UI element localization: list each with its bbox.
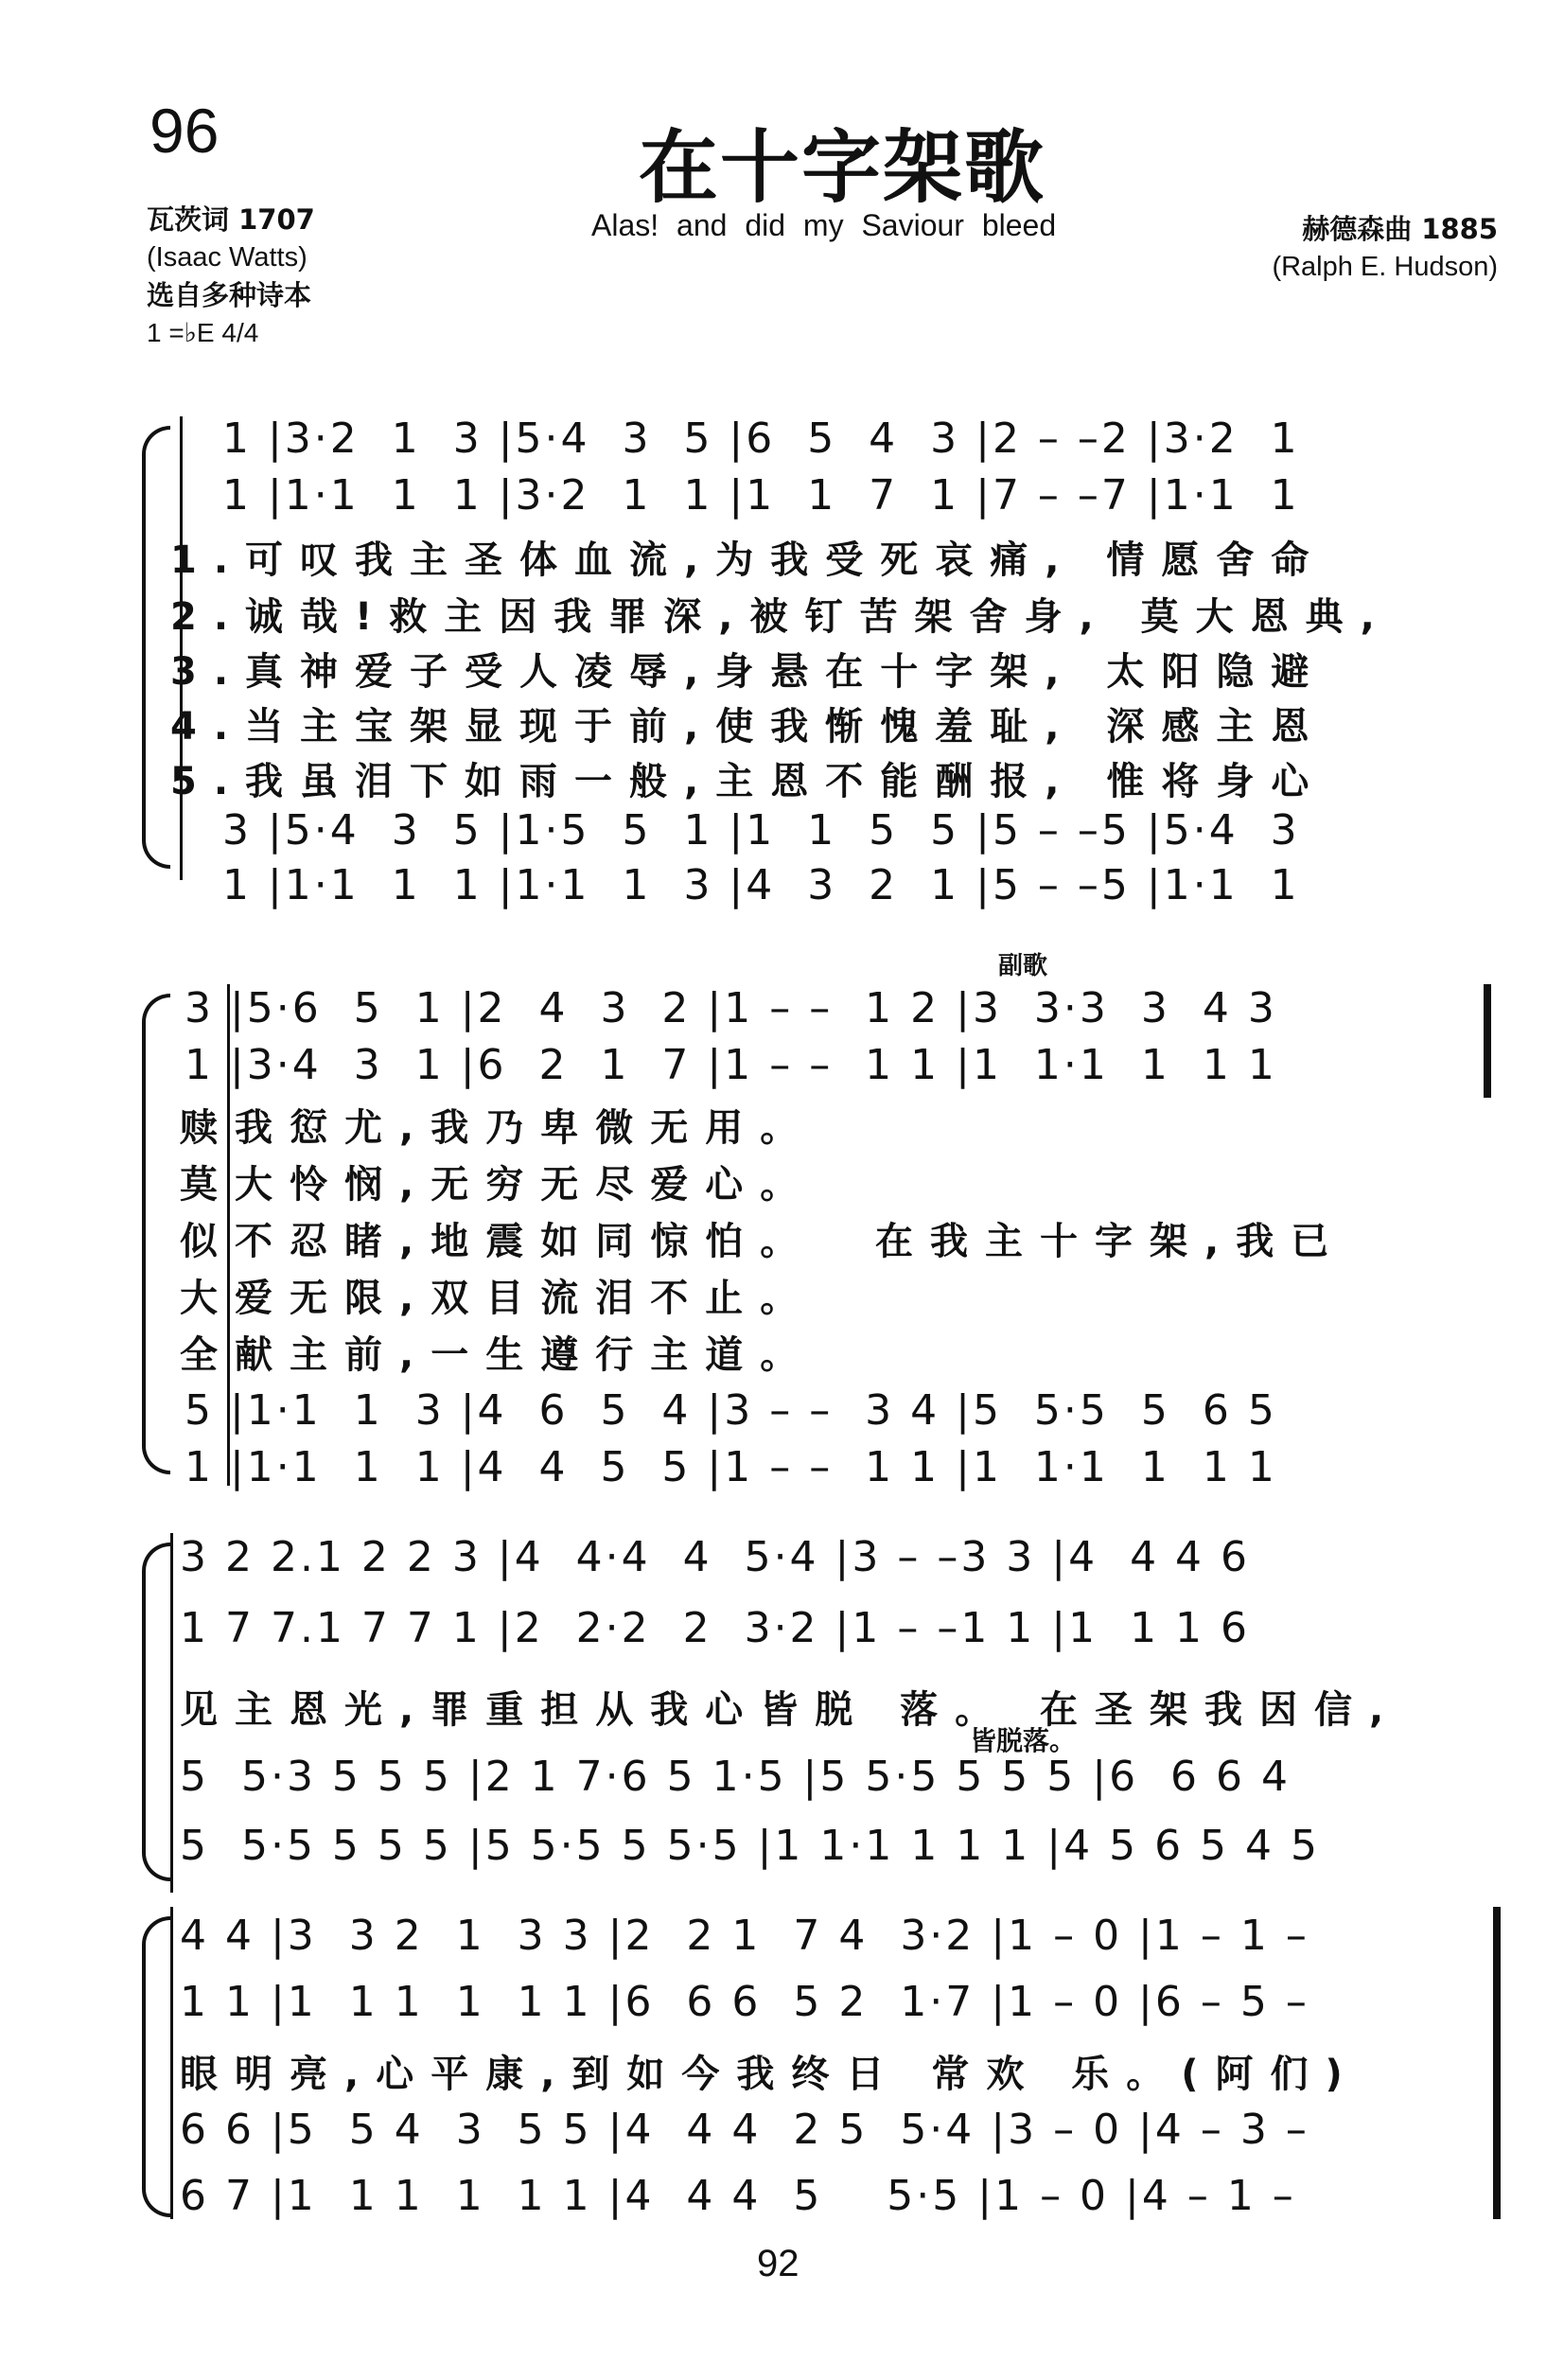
lyric-verse-2: 2.诚哉!救主因我罪深,被钉苦架舍身, 莫大恩典, [170,595,1392,639]
music-system-3 [0,1524,1564,1902]
alto-line: 1 7 7.1 7 7 1 |2 2·2 2 3·2 |1 – –1 1 |1 1 1 6 [180,1604,1251,1652]
lyricist: 瓦茨词 1707 [147,203,315,236]
system-end-bar [1493,1907,1501,2219]
lyricist-english: (Isaac Watts) [147,242,308,273]
page-number: 92 [757,2243,800,2284]
composer-block [1272,210,1498,286]
hymn-number: 96 [149,96,220,166]
system-brace [142,1916,170,2217]
key-and-time-signature: 1 =♭E 4/4 [147,318,259,347]
music-system-1 [0,397,1564,908]
system-start-bar [170,1907,173,2219]
lyric-verse-5: 全献主前,一生遵行主道。 [180,1333,816,1377]
bass-line: 5 5·5 5 5 5 |5 5·5 5 5·5 |1 1·1 1 1 1 |4 5 6 5 4 5 [180,1822,1321,1870]
soprano-line: 4 4 |3 3 2 1 3 3 |2 2 1 7 4 3·2 |1 – 0 |1 – 1 – [180,1912,1309,1960]
english-subtitle: Alas! and did my Saviour bleed [591,208,1057,242]
composer: 赫德森曲 1885 [1302,213,1498,245]
lyric-verse-4: 4.当主宝架显现于前,使我惭愧羞耻, 深感主恩 [170,705,1327,749]
system-end-bar [1484,984,1491,1098]
alto-line: 1 1 |1 1 1 1 1 1 |6 6 6 5 2 1·7 |1 – 0 |6 – 5 – [180,1978,1309,2026]
lyric-verse-2: 莫大怜悯,无穷无尽爱心。 [180,1163,816,1207]
lyric-verse-4: 大爱无限,双目流泪不止。 [180,1277,816,1320]
lyric-line: 见主恩光,罪重担从我心皆脱 落。 在圣架我因信, [180,1688,1401,1732]
tenor-line: 6 6 |5 5 4 3 5 5 |4 4 4 2 5 5·4 |3 – 0 |4 – 3 – [180,2106,1309,2154]
tenor-line: 3 |5·4 3 5 |1·5 5 1 |1 1 5 5 |5 – –5 |5·4 3 [222,806,1300,855]
alto-line: 1 |1·1 1 1 |3·2 1 1 |1 1 7 1 |7 – –7 |1·1 1 [222,471,1300,520]
hymn-title: 在十字架歌 [639,120,1046,214]
system-start-bar [170,1533,173,1893]
tenor-line: 5 5·3 5 5 5 |2 1 7·6 5 1·5 |5 5·5 5 5 5 |6 6 6 4 [180,1753,1292,1801]
bass-line: 6 7 |1 1 1 1 1 1 |4 4 4 5 5·5 |1 – 0 |4 – 1 – [180,2172,1296,2220]
chorus-label: 副歌 [998,952,1048,980]
text-source: 选自多种诗本 [147,279,312,311]
soprano-line: 3 2 2.1 2 2 3 |4 4·4 4 5·4 |3 – –3 3 |4 4 4 6 [180,1533,1251,1581]
lyric-verse-3: 3.真神爱子受人凌辱,身悬在十字架, 太阳隐避 [170,650,1327,694]
lyric-verse-1: 1.可叹我主圣体血流,为我受死哀痛, 情愿舍命 [170,538,1327,582]
soprano-line: 1 |3·2 1 3 |5·4 3 5 |6 5 4 3 |2 – –2 |3·2 1 [222,414,1300,463]
lyric-verse-1: 赎我愆尤,我乃卑微无用。 [180,1106,816,1150]
music-system-4 [0,1902,1564,2233]
system-brace [142,994,170,1474]
alto-line: 1 |3·4 3 1 |6 2 1 7 |1 – – 1 1 |1 1·1 1 1 1 [185,1041,1277,1089]
lyric-echo: 皆脱落。 [970,1725,1077,1756]
bass-line: 1 |1·1 1 1 |1·1 1 3 |4 3 2 1 |5 – –5 |1·1 1 [222,861,1300,909]
music-system-2 [0,946,1564,1514]
bass-line: 1 |1·1 1 1 |4 4 5 5 |1 – – 1 1 |1 1·1 1 1 1 [185,1443,1277,1491]
system-brace [142,426,170,869]
lyricist-block [147,201,315,352]
composer-english: (Ralph E. Hudson) [1272,252,1498,282]
soprano-line: 3 |5·6 5 1 |2 4 3 2 |1 – – 1 2 |3 3·3 3 4 3 [185,984,1277,1032]
tenor-line: 5 |1·1 1 3 |4 6 5 4 |3 – – 3 4 |5 5·5 5 6 5 [185,1386,1277,1435]
system-brace [142,1543,170,1881]
lyric-verse-5: 5.我虽泪下如雨一般,主恩不能酬报, 惟将身心 [170,760,1327,803]
lyric-line: 眼明亮,心平康,到如今我终日 常欢 乐。(阿们) [180,2053,1360,2096]
lyric-verse-3: 似不忍睹,地震如同惊怕。 在我主十字架,我已 [180,1220,1346,1263]
